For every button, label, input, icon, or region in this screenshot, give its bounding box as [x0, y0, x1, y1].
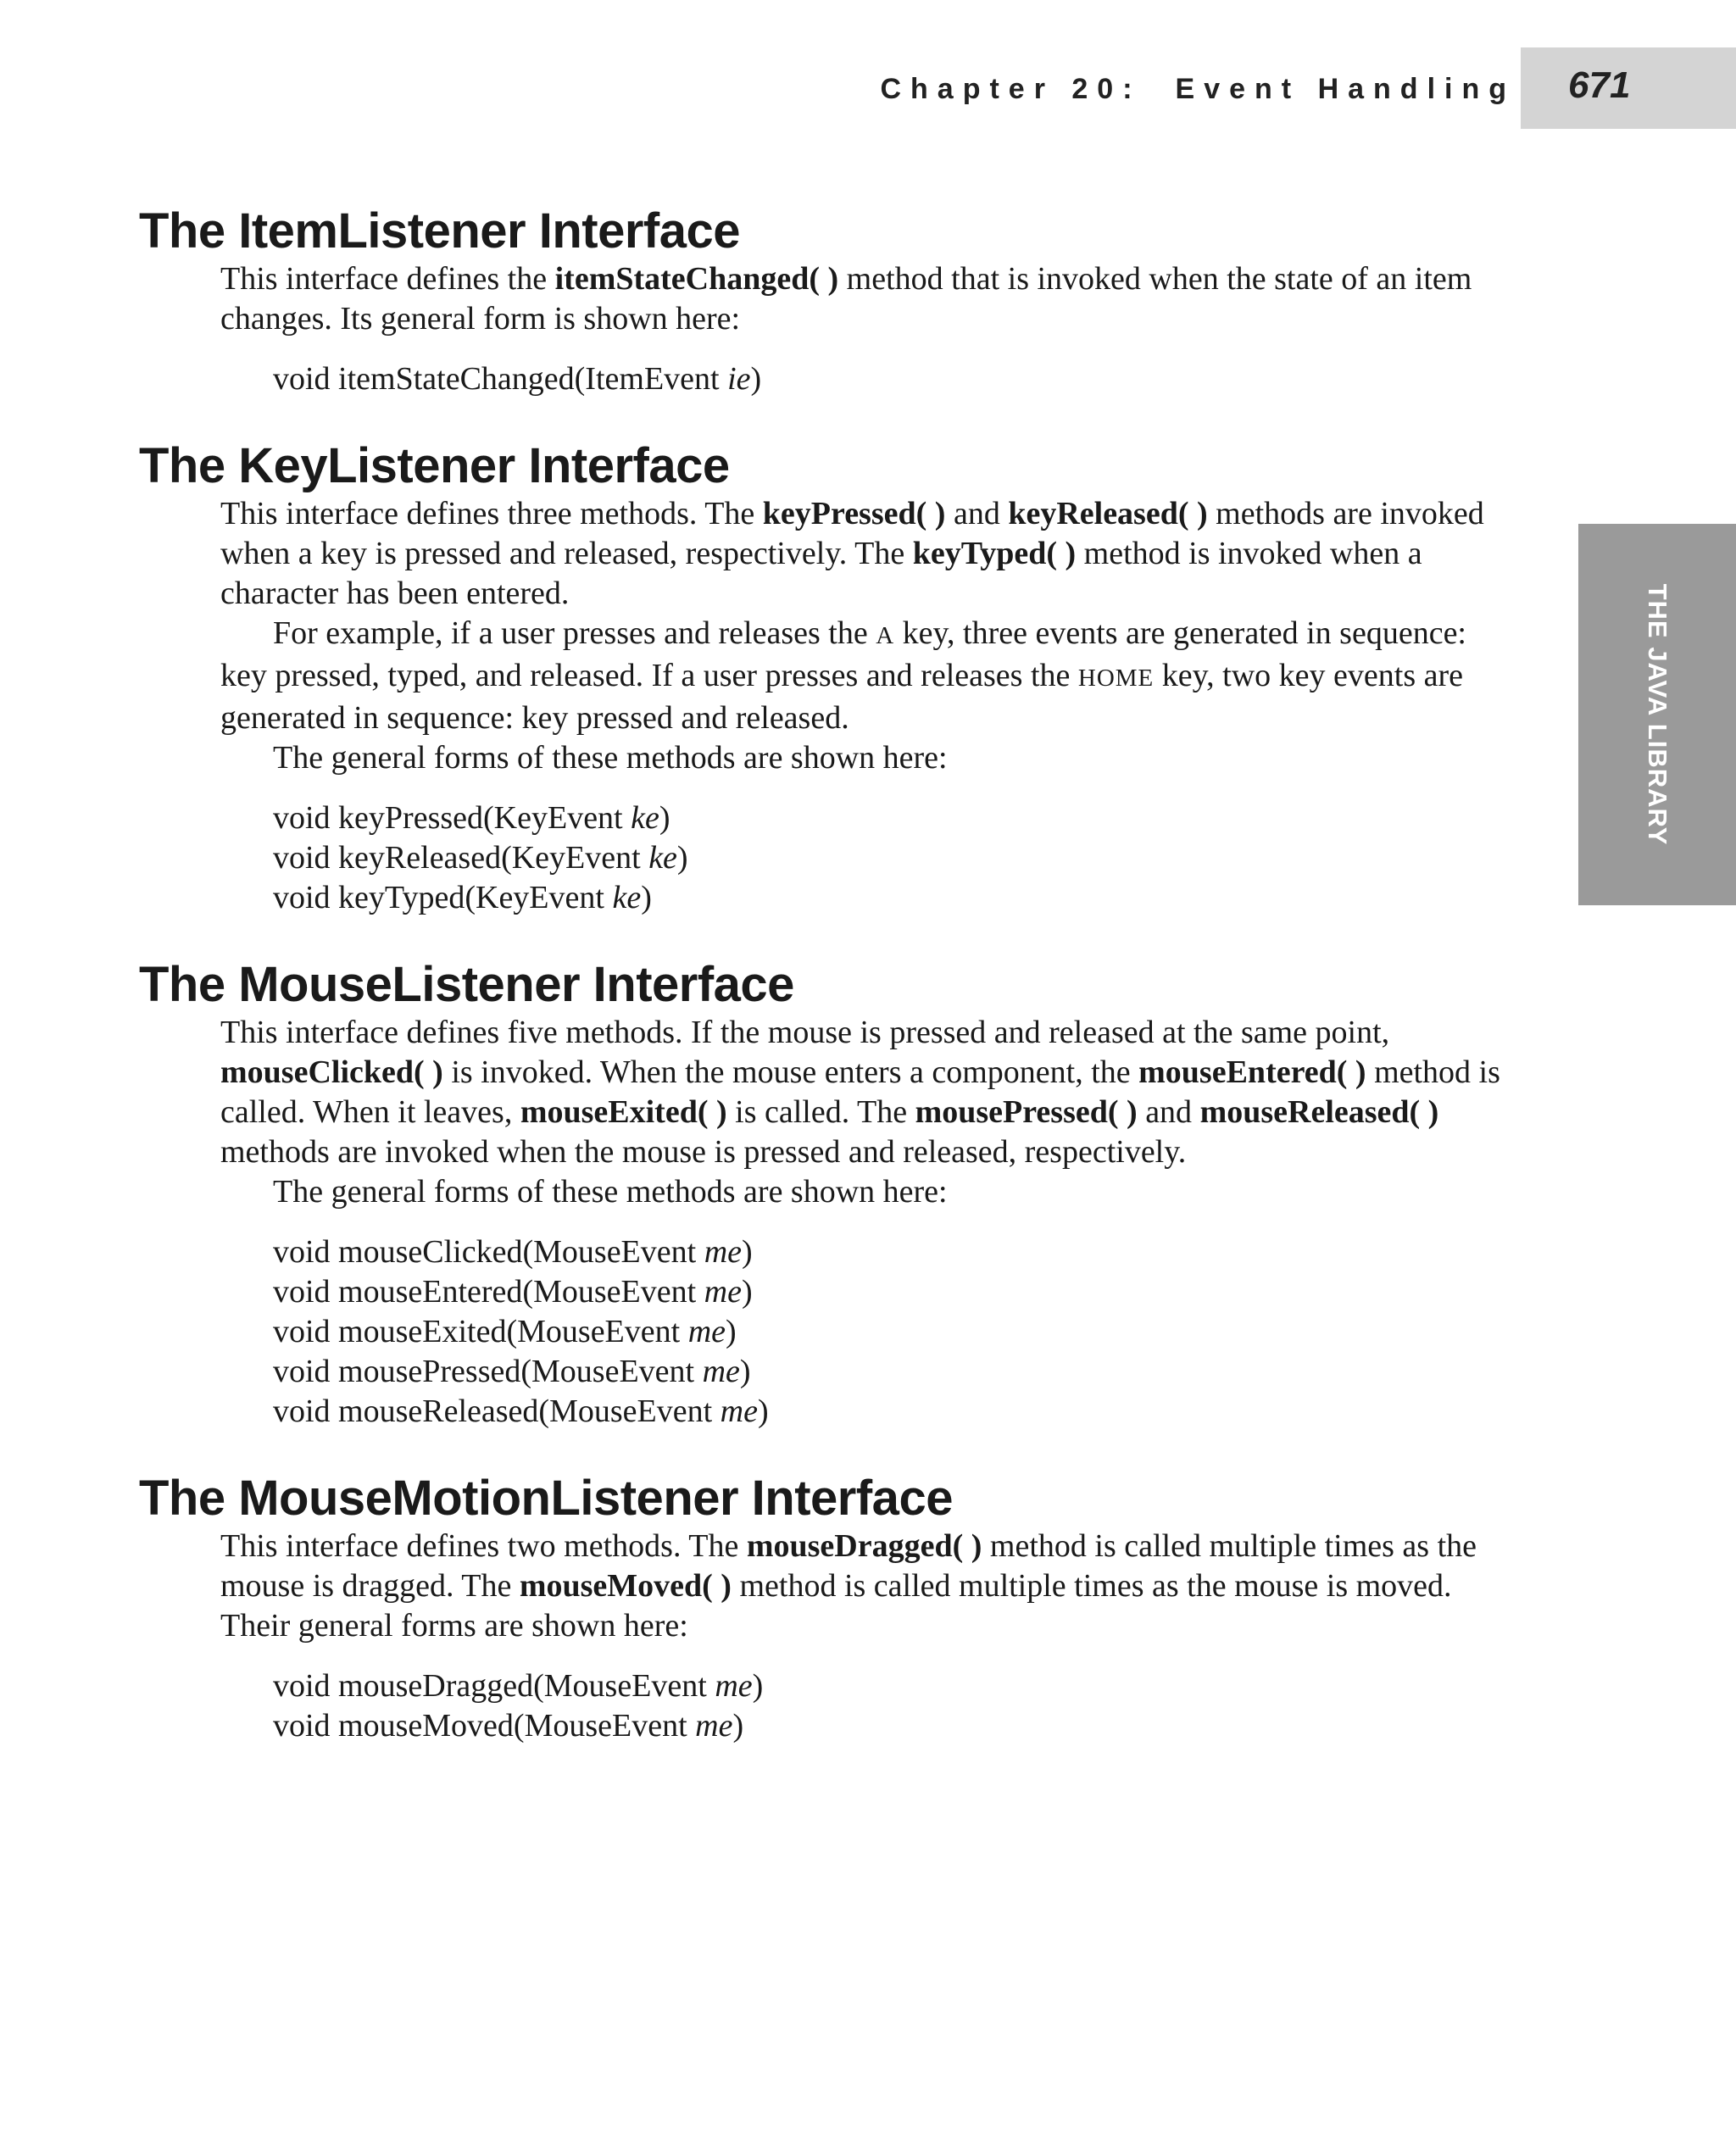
- page-number: 671: [1568, 64, 1631, 106]
- running-head: [880, 73, 1516, 106]
- code-close: ): [742, 1234, 753, 1270]
- text-run: key, three events are generated in sequence: key pressed, typed, and released. If a user presses and releases the: [220, 615, 1466, 693]
- section-mousemotionlistener: [139, 1471, 1512, 1746]
- chapter-title: Event Handling: [1175, 73, 1516, 105]
- paragraph: The general forms of these methods are shown here:: [273, 740, 948, 776]
- method-name: keyPressed( ): [762, 496, 946, 531]
- code-param: me: [702, 1354, 740, 1389]
- text-run: This interface defines three methods. The: [220, 496, 763, 531]
- text-run: method that is invoked when the state of an item changes. Its general form is shown here:: [220, 261, 1472, 337]
- code-close: ): [641, 880, 652, 915]
- code-signature: void keyPressed(KeyEvent: [273, 800, 632, 836]
- section-body: [220, 494, 1512, 918]
- code-line: [273, 1312, 1512, 1352]
- code-line: [273, 798, 1512, 838]
- paragraph: [220, 1527, 1512, 1646]
- code-block: [273, 359, 1512, 399]
- code-signature: void mouseDragged(MouseEvent: [273, 1668, 715, 1704]
- section-mouselistener: [139, 957, 1512, 1432]
- method-name: keyReleased( ): [1008, 496, 1208, 531]
- code-signature: void itemStateChanged(ItemEvent: [273, 361, 728, 397]
- code-block: [273, 1666, 1512, 1746]
- paragraph: [220, 614, 1512, 738]
- code-param: ke: [631, 800, 659, 836]
- code-close: ): [732, 1708, 744, 1744]
- side-tab: [1578, 524, 1736, 905]
- section-itemlistener: [139, 203, 1512, 399]
- code-block: [273, 1232, 1512, 1432]
- text-run: This interface defines five methods. If the mouse is pressed and released at the same point,: [220, 1015, 1390, 1050]
- code-signature: void keyTyped(KeyEvent: [273, 880, 613, 915]
- code-close: ): [757, 1393, 769, 1429]
- code-signature: void mousePressed(MouseEvent: [273, 1354, 703, 1389]
- text-run: method is called multiple times as the mouse is dragged. The: [220, 1528, 1477, 1604]
- page-content: [139, 203, 1512, 1785]
- page-number-box: [1521, 47, 1736, 129]
- code-signature: void mouseExited(MouseEvent: [273, 1314, 688, 1349]
- section-heading: The ItemListener Interface: [139, 203, 740, 259]
- code-param: me: [704, 1274, 742, 1310]
- paragraph: The general forms of these methods are shown here:: [273, 1174, 948, 1210]
- code-signature: void mouseMoved(MouseEvent: [273, 1708, 696, 1744]
- key-name: HOME: [1077, 665, 1155, 692]
- text-run: is invoked. When the mouse enters a component, the: [442, 1054, 1139, 1090]
- text-run: This interface defines the: [220, 261, 555, 297]
- section-body: [220, 1527, 1512, 1746]
- side-tab-label: THE JAVA LIBRARY: [1643, 583, 1672, 846]
- code-param: me: [720, 1393, 758, 1429]
- text-run: key, two key events are generated in sequence: key pressed and released.: [220, 658, 1463, 736]
- method-name: mouseExited( ): [520, 1094, 727, 1130]
- method-name: mousePressed( ): [915, 1094, 1138, 1130]
- code-param: me: [704, 1234, 743, 1270]
- code-line: [273, 359, 1512, 399]
- text-run: is called. The: [726, 1094, 915, 1130]
- section-heading: The MouseMotionListener Interface: [139, 1471, 953, 1526]
- code-line: [273, 1272, 1512, 1312]
- code-close: ): [676, 840, 688, 876]
- code-line: [273, 1666, 1512, 1706]
- code-param: me: [695, 1708, 733, 1744]
- section-body: [220, 259, 1512, 399]
- paragraph: [220, 494, 1512, 614]
- paragraph: [220, 1013, 1512, 1172]
- text-run: method is called multiple times as the mouse is moved. Their general forms are shown here:: [220, 1568, 1452, 1644]
- code-close: ): [741, 1274, 753, 1310]
- section-keylistener: [139, 438, 1512, 918]
- code-signature: void keyReleased(KeyEvent: [273, 840, 649, 876]
- code-line: [273, 878, 1512, 918]
- code-param: ke: [648, 840, 677, 876]
- method-name: mouseReleased( ): [1199, 1094, 1439, 1130]
- code-close: ): [752, 1668, 764, 1704]
- code-line: [273, 1392, 1512, 1432]
- key-name: A: [876, 622, 895, 649]
- code-param: me: [687, 1314, 726, 1349]
- method-name: mouseMoved( ): [519, 1568, 732, 1604]
- code-close: ): [659, 800, 670, 836]
- code-signature: void mouseClicked(MouseEvent: [273, 1234, 704, 1270]
- method-name: mouseEntered( ): [1138, 1054, 1366, 1090]
- code-close: ): [726, 1314, 737, 1349]
- code-close: ): [739, 1354, 751, 1389]
- code-line: [273, 1232, 1512, 1272]
- method-name: mouseClicked( ): [220, 1054, 443, 1090]
- code-param: ie: [727, 361, 751, 397]
- code-line: [273, 838, 1512, 878]
- code-param: me: [715, 1668, 753, 1704]
- text-run: methods are invoked when a key is pressed and released, respectively. The: [220, 496, 1484, 571]
- code-signature: void mouseEntered(MouseEvent: [273, 1274, 704, 1310]
- method-name: itemStateChanged( ): [554, 261, 839, 297]
- code-block: [273, 798, 1512, 918]
- text-run: methods are invoked when the mouse is pressed and released, respectively.: [220, 1134, 1187, 1170]
- code-signature: void mouseReleased(MouseEvent: [273, 1393, 721, 1429]
- text-run: and: [945, 496, 1009, 531]
- section-heading: The MouseListener Interface: [139, 957, 794, 1012]
- text-run: and: [1137, 1094, 1200, 1130]
- code-line: [273, 1706, 1512, 1746]
- chapter-label: Chapter 20:: [880, 73, 1142, 105]
- paragraph: [220, 259, 1512, 339]
- text-run: For example, if a user presses and releases the: [273, 615, 876, 651]
- method-name: mouseDragged( ): [746, 1528, 982, 1564]
- text-run: This interface defines two methods. The: [220, 1528, 747, 1564]
- section-body: [220, 1013, 1512, 1432]
- text-run: method is invoked when a character has been entered.: [220, 536, 1422, 611]
- code-line: [273, 1352, 1512, 1392]
- code-close: ): [750, 361, 762, 397]
- code-param: ke: [612, 880, 642, 915]
- method-name: keyTyped( ): [912, 536, 1077, 571]
- text-run: method is called. When it leaves,: [220, 1054, 1500, 1130]
- section-heading: The KeyListener Interface: [139, 438, 730, 493]
